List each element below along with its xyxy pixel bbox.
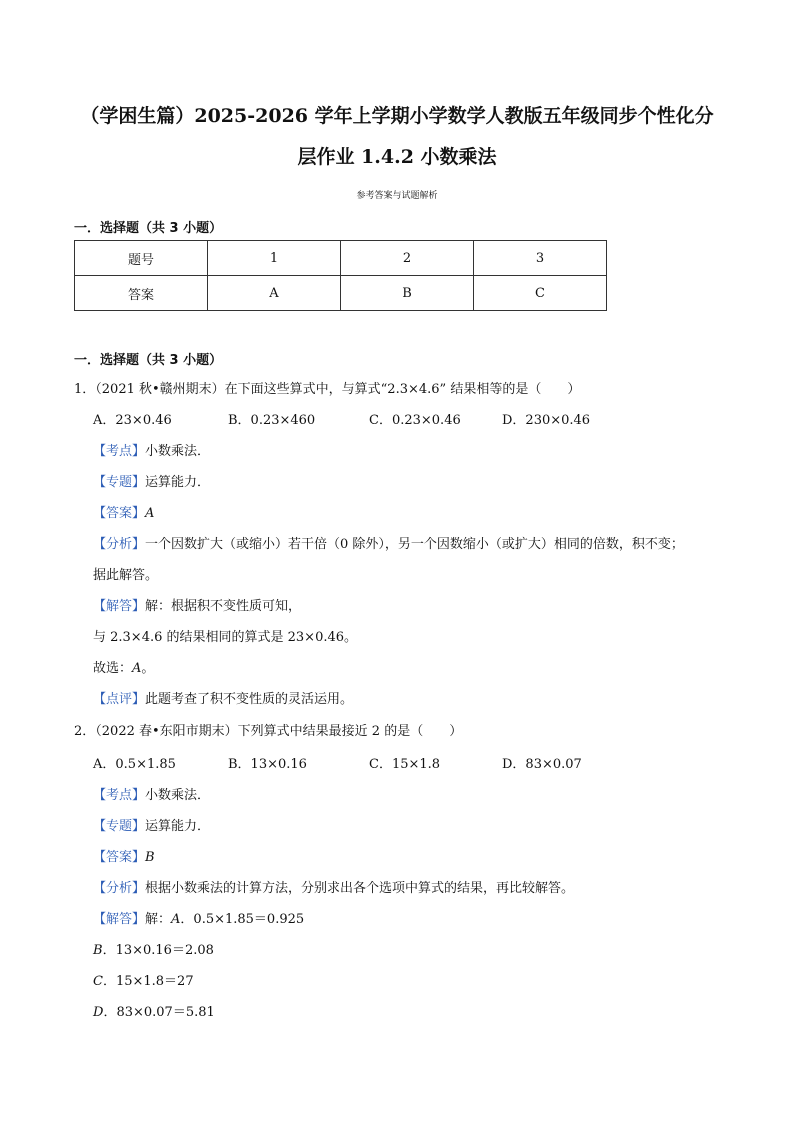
q1-fenxi-cont: 据此解答。 xyxy=(93,568,159,583)
question-2-stem: 2．（2022 春•东阳市期末）下列算式中结果最接近 2 的是（ ） xyxy=(74,724,463,739)
q1-jieda-end: 。 xyxy=(141,661,155,676)
q2-jieda-d xyxy=(93,1004,215,1022)
tag-fenxi: 【分析】 xyxy=(93,881,146,896)
q2-answer xyxy=(93,849,155,867)
q2-kaodian xyxy=(93,787,210,805)
q1-option-a: A．23×0.46 xyxy=(93,413,172,428)
tag-zhuanti: 【专题】 xyxy=(93,819,146,834)
q2-option-c: C．15×1.8 xyxy=(369,757,441,772)
table-cell: 答案 xyxy=(75,276,208,311)
q2-zhuanti xyxy=(93,818,210,836)
answer-subtitle: 参考答案与试题解析 xyxy=(356,191,438,201)
q1-answer xyxy=(93,505,154,523)
tag-jieda: 【解答】 xyxy=(93,912,146,927)
answer-table xyxy=(74,240,607,311)
table-cell: 题号 xyxy=(75,241,208,276)
q2-jieda xyxy=(93,911,304,929)
q1-jieda-choice: A xyxy=(132,661,142,676)
tag-daan: 【答案】 xyxy=(93,506,146,521)
q1-option-d: D．230×0.46 xyxy=(502,413,591,428)
table-cell: A xyxy=(208,276,341,311)
q1-dianping xyxy=(93,691,353,709)
document-title-line2: 层作业 1.4.2 小数乘法 xyxy=(297,146,497,168)
q1-zhuanti-text: 运算能力． xyxy=(145,475,211,490)
table-cell: 3 xyxy=(474,241,607,276)
table-cell: 2 xyxy=(341,241,474,276)
section-heading-questions: 一．选择题（共 3 小题） xyxy=(74,353,223,368)
q1-jieda-line2: 与 2.3×4.6 的结果相同的算式是 23×0.46。 xyxy=(93,630,358,645)
q2-c-text: ．15×1.8＝27 xyxy=(102,974,194,989)
q1-jieda-choose: 故选： xyxy=(93,661,133,676)
q1-jieda xyxy=(93,598,301,616)
q2-b-letter: B xyxy=(93,943,103,958)
q2-option-d: D．83×0.07 xyxy=(502,757,582,772)
q2-option-a: A．0.5×1.85 xyxy=(93,757,176,772)
q2-fenxi-text: 根据小数乘法的计算方法，分别求出各个选项中算式的结果，再比较解答。 xyxy=(145,881,575,896)
q1-option-c: C．0.23×0.46 xyxy=(369,413,461,428)
q2-kaodian-text: 小数乘法． xyxy=(145,788,211,803)
q1-jieda-line3 xyxy=(93,660,154,678)
q2-d-letter: D xyxy=(93,1005,104,1020)
tag-jieda: 【解答】 xyxy=(93,599,146,614)
table-cell: B xyxy=(341,276,474,311)
table-row xyxy=(75,241,607,276)
q1-zhuanti xyxy=(93,474,210,492)
q2-fenxi xyxy=(93,880,574,898)
q1-fenxi-text: 一个因数扩大（或缩小）若干倍（0 除外），另一个因数缩小（或扩大）相同的倍数，积不变； xyxy=(145,537,684,552)
q2-jieda-a-text: ．0.5×1.85＝0.925 xyxy=(180,912,305,927)
q1-jieda-text: 解：根据积不变性质可知， xyxy=(145,599,302,614)
q1-dianping-text: 此题考查了积不变性质的灵活运用。 xyxy=(145,692,354,707)
tag-fenxi: 【分析】 xyxy=(93,537,146,552)
tag-dianping: 【点评】 xyxy=(93,692,146,707)
q1-kaodian-text: 小数乘法． xyxy=(145,444,211,459)
document-title-line1: （学困生篇）2025-2026 学年上学期小学数学人教版五年级同步个性化分 xyxy=(80,105,714,127)
tag-kaodian: 【考点】 xyxy=(93,788,146,803)
q1-answer-text: A xyxy=(145,506,155,521)
table-row xyxy=(75,276,607,311)
q1-option-b: B．0.23×460 xyxy=(228,413,316,428)
q2-jieda-b xyxy=(93,942,214,960)
q1-fenxi xyxy=(93,536,684,554)
q2-d-text: ．83×0.07＝5.81 xyxy=(103,1005,215,1020)
q2-jieda-a-letter: A xyxy=(171,912,181,927)
tag-daan: 【答案】 xyxy=(93,850,146,865)
q2-jieda-prefix: 解： xyxy=(145,912,172,927)
q2-jieda-c xyxy=(93,973,194,991)
q2-answer-text: B xyxy=(145,850,155,865)
tag-kaodian: 【考点】 xyxy=(93,444,146,459)
table-cell: C xyxy=(474,276,607,311)
tag-zhuanti: 【专题】 xyxy=(93,475,146,490)
q2-zhuanti-text: 运算能力． xyxy=(145,819,211,834)
q2-c-letter: C xyxy=(93,974,103,989)
table-cell: 1 xyxy=(208,241,341,276)
question-1-stem: 1．（2021 秋•赣州期末）在下面这些算式中，与算式“2.3×4.6” 结果相等的是（ ） xyxy=(74,382,581,397)
section-heading-table: 一．选择题（共 3 小题） xyxy=(74,221,223,236)
q2-option-b: B．13×0.16 xyxy=(228,757,307,772)
q2-b-text: ．13×0.16＝2.08 xyxy=(102,943,214,958)
q1-kaodian xyxy=(93,443,210,461)
